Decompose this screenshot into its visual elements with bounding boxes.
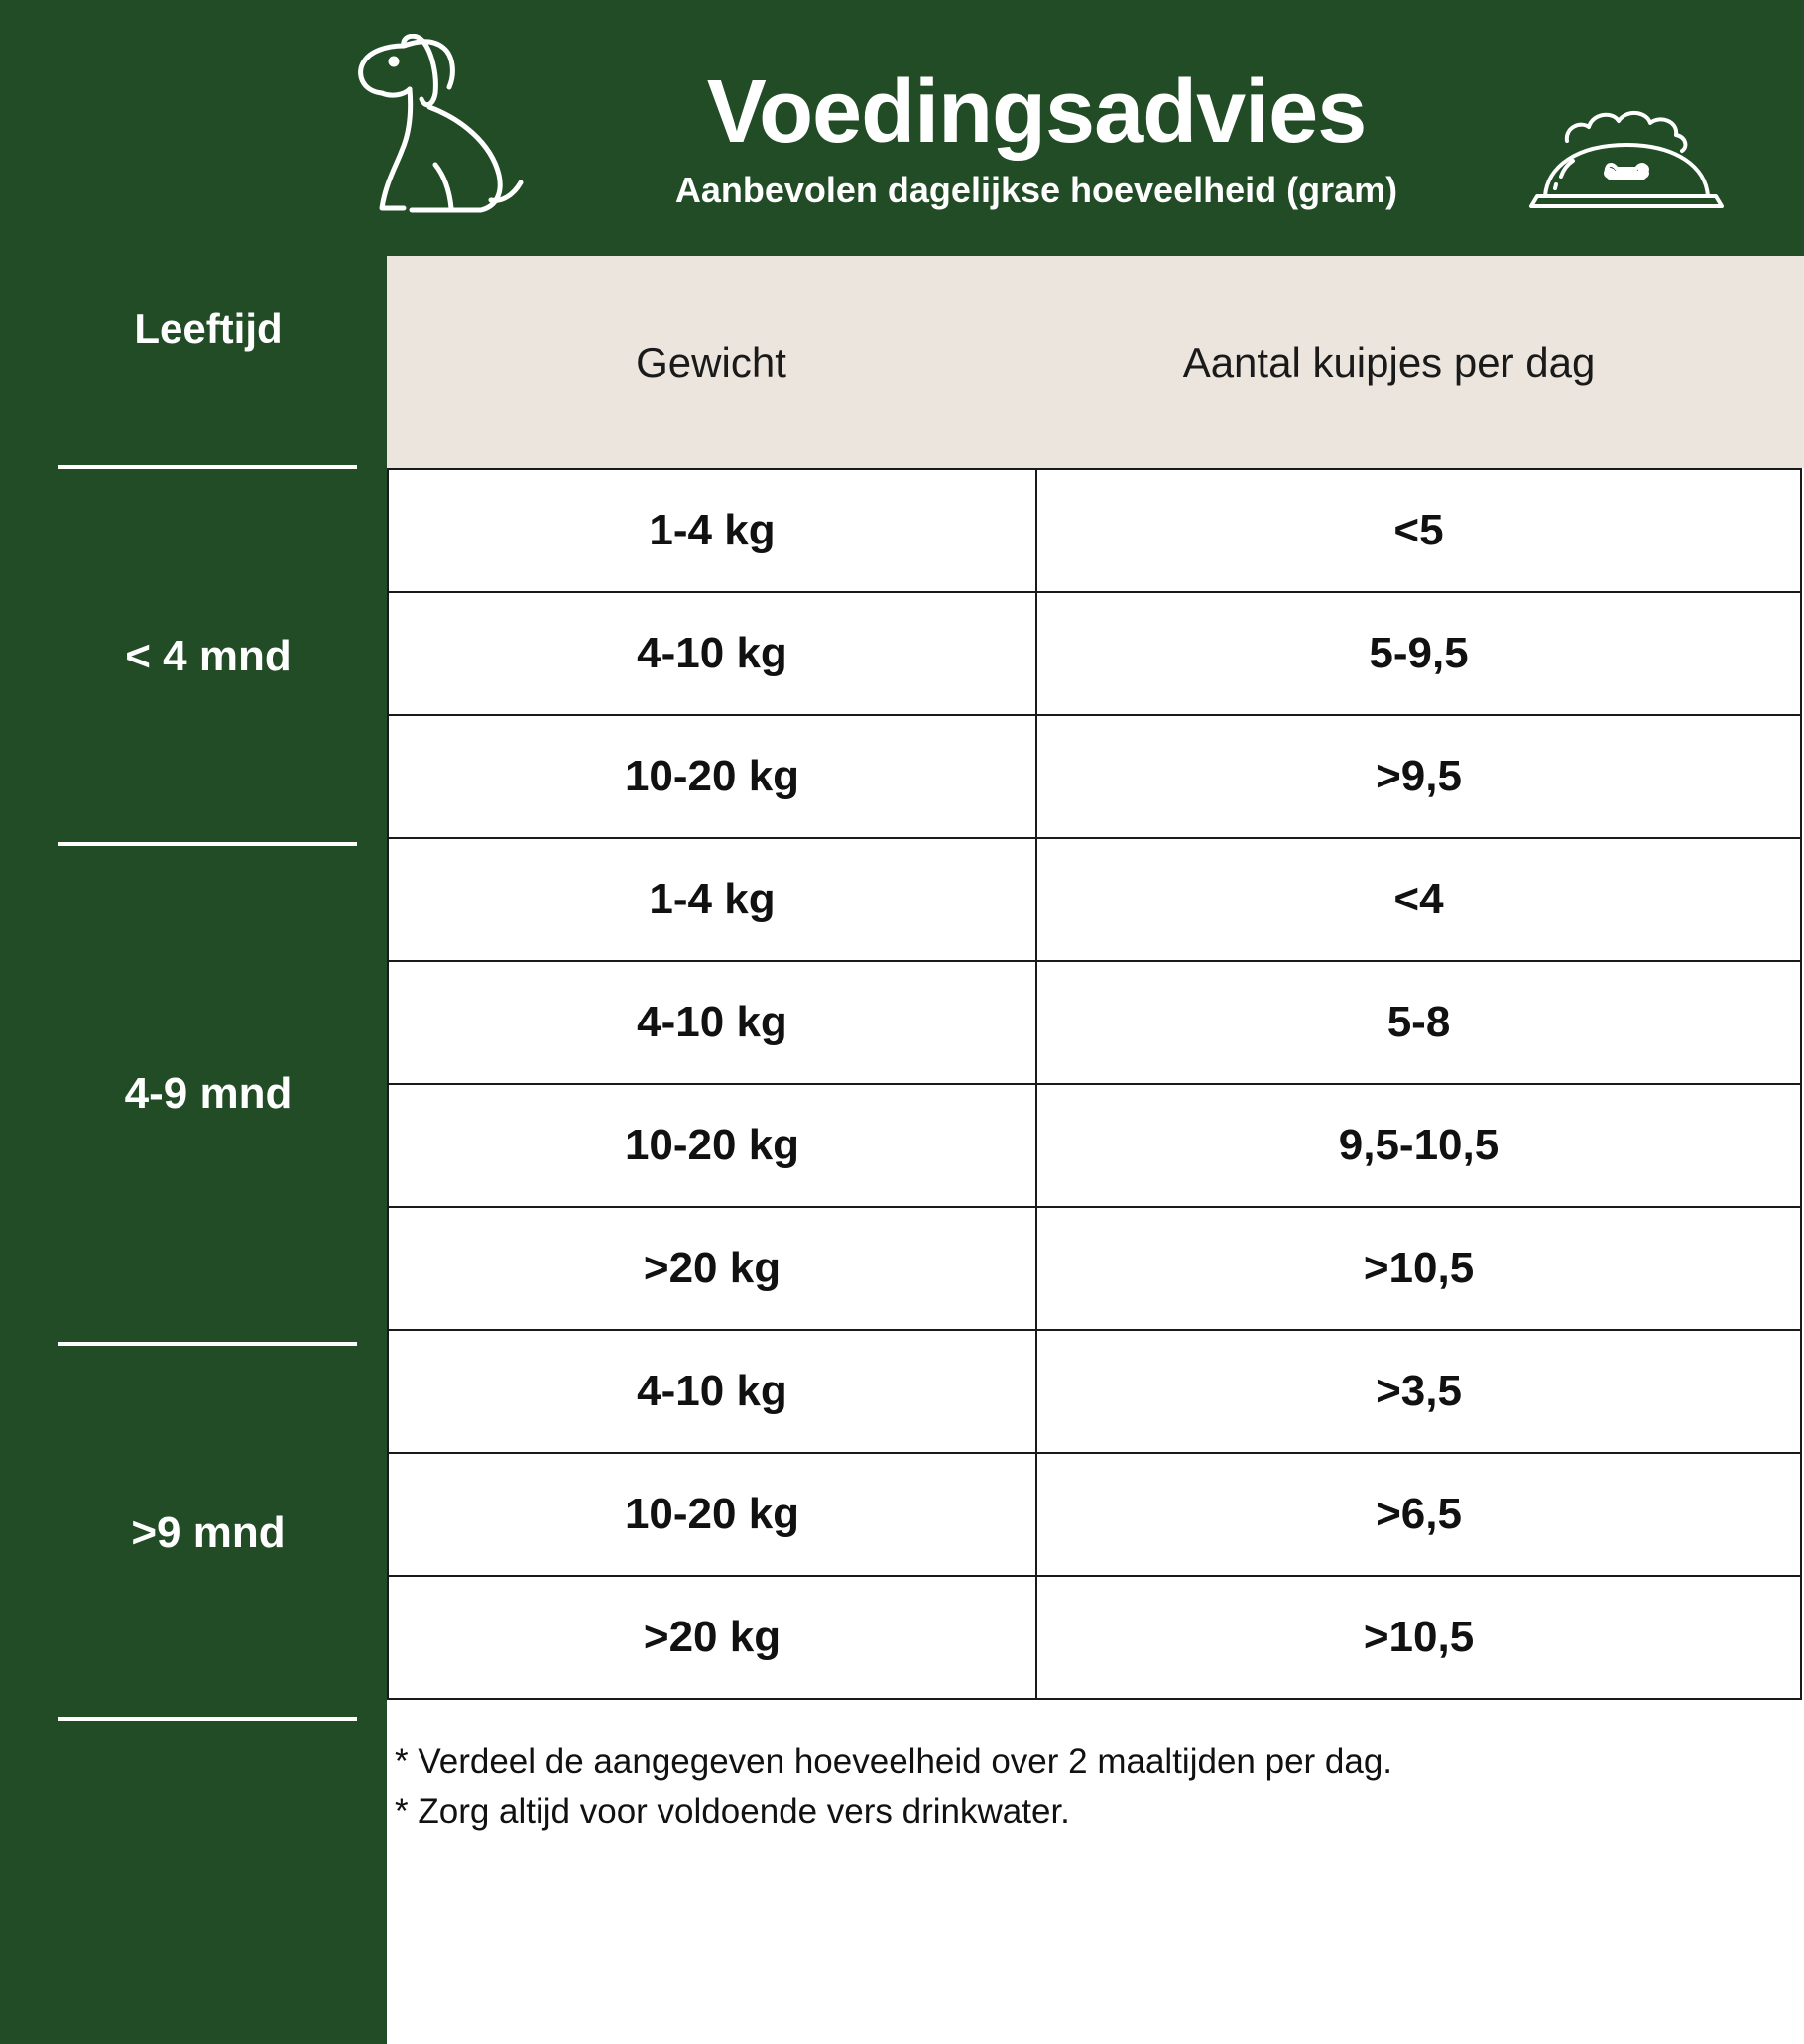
age-group-label: >9 mnd — [131, 1508, 286, 1557]
weight-cell: 4-10 kg — [388, 961, 1036, 1084]
table-row — [388, 961, 1801, 1084]
column-header-amount: Aantal kuipjes per dag — [1182, 339, 1596, 386]
amount-cell: 5-9,5 — [1036, 592, 1801, 715]
footnote: * Verdeel de aangegeven hoeveelheid over 2 maaltijden per dag. — [395, 1743, 1393, 1781]
column-header-age: Leeftijd — [134, 305, 283, 352]
sitting-dog-icon — [352, 34, 531, 218]
amount-cell: >6,5 — [1036, 1453, 1801, 1576]
amount-cell: >9,5 — [1036, 715, 1801, 838]
age-separator — [58, 465, 357, 469]
feeding-table — [387, 468, 1802, 1700]
table-row — [388, 592, 1801, 715]
table-row — [388, 1207, 1801, 1330]
footnotes — [395, 1738, 1783, 1837]
table-row — [388, 838, 1801, 961]
amount-cell: 5-8 — [1036, 961, 1801, 1084]
table-row — [388, 1576, 1801, 1699]
amount-cell: <5 — [1036, 469, 1801, 592]
age-group-label: 4-9 mnd — [124, 1069, 293, 1118]
table-row — [388, 1453, 1801, 1576]
amount-cell: >10,5 — [1036, 1207, 1801, 1330]
table-row — [388, 715, 1801, 838]
weight-cell: 1-4 kg — [388, 838, 1036, 961]
weight-cell: >20 kg — [388, 1576, 1036, 1699]
table-row — [388, 469, 1801, 592]
age-separator — [58, 1717, 357, 1721]
weight-cell: 4-10 kg — [388, 1330, 1036, 1453]
weight-cell: 10-20 kg — [388, 1084, 1036, 1207]
weight-cell: 1-4 kg — [388, 469, 1036, 592]
weight-cell: >20 kg — [388, 1207, 1036, 1330]
column-header-weight: Gewicht — [636, 339, 786, 386]
amount-cell: >10,5 — [1036, 1576, 1801, 1699]
table-row — [388, 1084, 1801, 1207]
age-sidebar — [0, 256, 387, 2044]
age-separator — [58, 842, 357, 846]
weight-cell: 10-20 kg — [388, 1453, 1036, 1576]
age-group-label: < 4 mnd — [125, 632, 292, 680]
age-separator — [58, 1342, 357, 1346]
page-subtitle: Aanbevolen dagelijkse hoeveelheid (gram) — [674, 170, 1398, 210]
amount-cell: 9,5-10,5 — [1036, 1084, 1801, 1207]
weight-cell: 4-10 kg — [388, 592, 1036, 715]
amount-cell: <4 — [1036, 838, 1801, 961]
amount-cell: >3,5 — [1036, 1330, 1801, 1453]
weight-cell: 10-20 kg — [388, 715, 1036, 838]
page-title: Voedingsadvies — [706, 62, 1367, 162]
table-row — [388, 1330, 1801, 1453]
dog-food-bowl-icon — [1527, 107, 1726, 216]
footnote: * Zorg altijd voor voldoende vers drinkwater. — [395, 1792, 1070, 1831]
